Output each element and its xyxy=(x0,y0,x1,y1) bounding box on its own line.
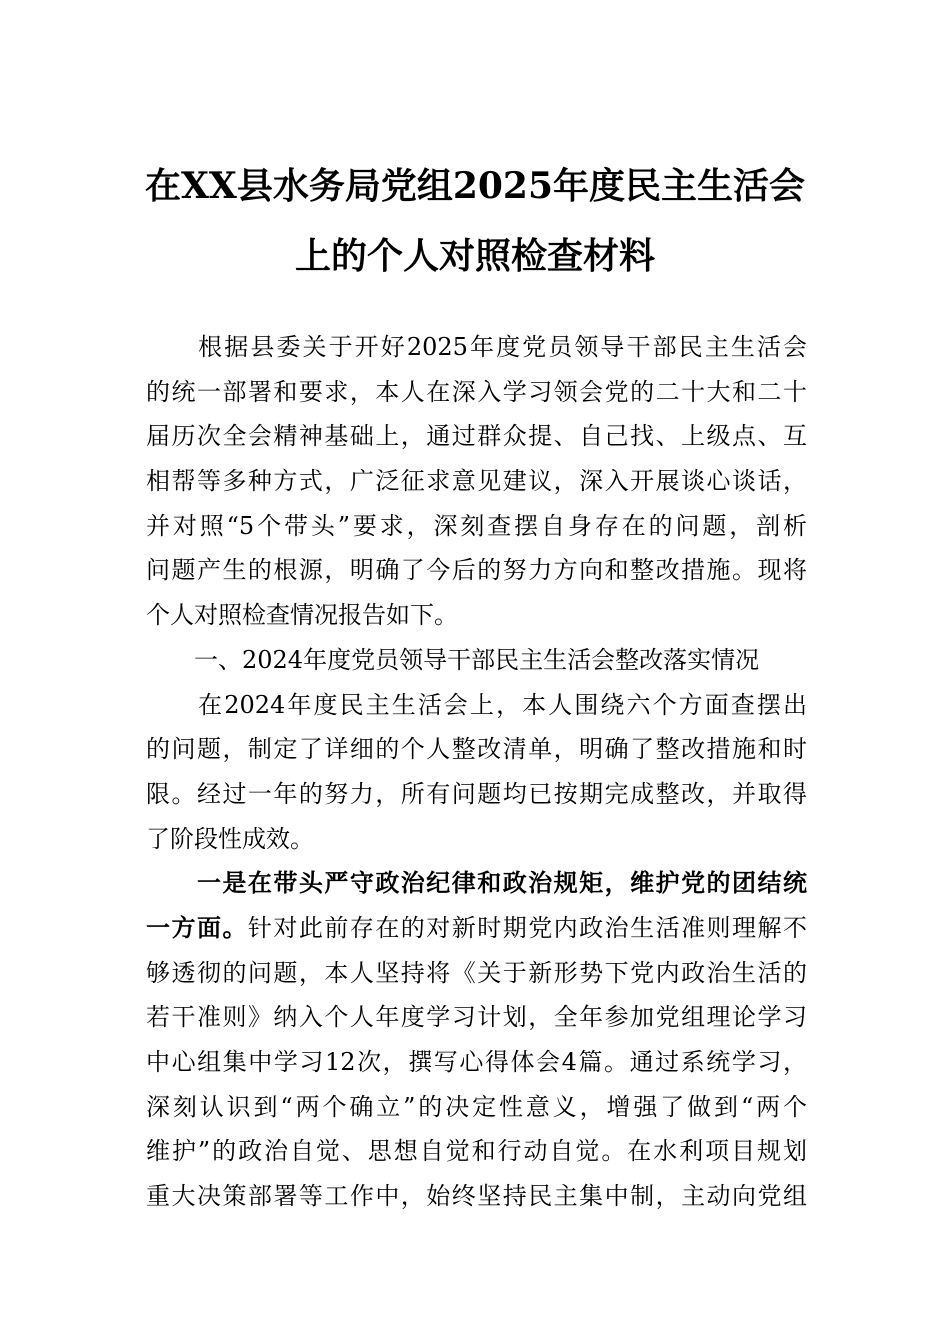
line-text: 了阶段性成效。 xyxy=(146,824,314,853)
line-text: 够透彻的问题，本人坚持将《关于新形势下党内政治生活的 xyxy=(146,958,807,987)
line-text: 届历次全会精神基础上，通过群众提、自己找、上级点、互 xyxy=(146,422,807,451)
text-line xyxy=(146,683,807,728)
document-title-line-2: 上的个人对照检查材料 xyxy=(294,235,655,277)
bold-lead-text: 一方面。 xyxy=(146,912,248,942)
line-text: 个人对照检查情况报告如下。 xyxy=(146,601,458,630)
line-text: 深刻认识到“两个确立”的决定性意义，增强了做到“两个 xyxy=(146,1092,807,1121)
text-line xyxy=(146,370,807,415)
text-line xyxy=(146,1085,807,1130)
text-line xyxy=(146,995,807,1040)
document-title-line-1: 在XX县水务局党组2025年度民主生活会 xyxy=(144,165,806,207)
text-line xyxy=(146,861,807,906)
text-line xyxy=(146,325,807,370)
text-line xyxy=(146,727,807,772)
line-text: 若干准则》纳入个人年度学习计划，全年参加党组理论学习 xyxy=(146,1003,807,1032)
text-line xyxy=(146,593,807,638)
document-body xyxy=(146,325,807,1219)
text-line xyxy=(146,906,807,951)
line-text: 一、2024年度党员领导干部民主生活会整改落实情况 xyxy=(146,645,760,674)
bold-lead-text: 一是在带头严守政治纪律和政治规矩，维护党的团结统 xyxy=(146,868,807,898)
text-line xyxy=(146,1040,807,1085)
text-line xyxy=(146,459,807,504)
line-text: 限。经过一年的努力，所有问题均已按期完成整改，并取得 xyxy=(146,779,807,808)
text-line xyxy=(146,548,807,593)
text-line xyxy=(146,817,807,862)
line-text: 的问题，制定了详细的个人整改清单，明确了整改措施和时 xyxy=(146,735,807,764)
line-text: 相帮等多种方式，广泛征求意见建议，深入开展谈心谈话， xyxy=(146,467,807,496)
line-text: 维护”的政治自觉、思想自觉和行动自觉。在水利项目规划 xyxy=(146,1137,807,1166)
line-text: 中心组集中学习12次，撰写心得体会4篇。通过系统学习， xyxy=(146,1048,807,1076)
line-text: 问题产生的根源，明确了今后的努力方向和整改措施。现将 xyxy=(146,556,807,585)
text-line xyxy=(146,414,807,459)
line-text: 根据县委关于开好2025年度党员领导干部民主生活会 xyxy=(146,333,807,361)
line-text: 并对照“5个带头”要求，深刻查摆自身存在的问题，剖析 xyxy=(146,511,807,540)
text-line xyxy=(146,1129,807,1174)
line-text: 的统一部署和要求，本人在深入学习领会党的二十大和二十 xyxy=(146,377,807,406)
text-line xyxy=(146,951,807,996)
line-text: 重大决策部署等工作中，始终坚持民主集中制，主动向党组 xyxy=(146,1182,807,1211)
line-text: 针对此前存在的对新时期党内政治生活准则理解不 xyxy=(247,913,808,942)
text-line xyxy=(146,1174,807,1219)
text-line xyxy=(146,504,807,549)
text-line xyxy=(146,638,807,683)
text-line xyxy=(146,772,807,817)
line-text: 在2024年度民主生活会上，本人围绕六个方面查摆出 xyxy=(146,690,807,719)
